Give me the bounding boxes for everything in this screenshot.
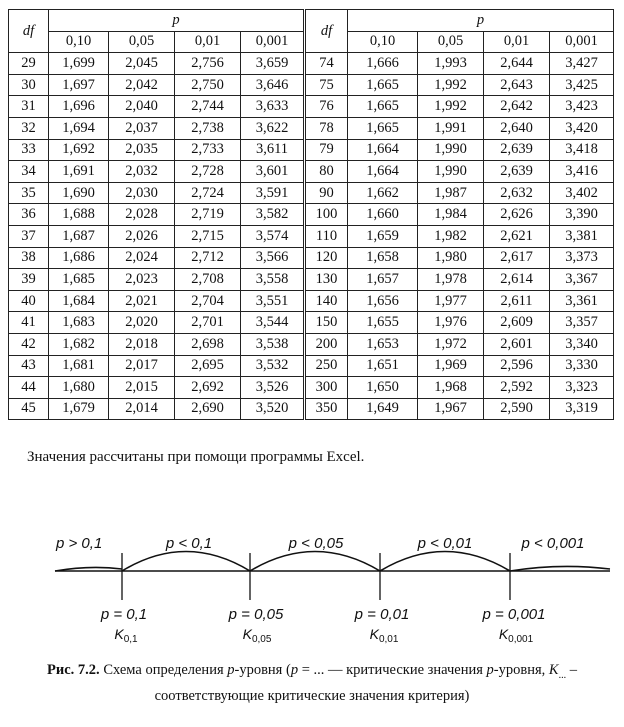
- df-cell: 200: [305, 333, 348, 355]
- p-level-header: 0,001: [241, 31, 305, 53]
- p-level-header: 0,10: [348, 31, 418, 53]
- value-cell: 1,665: [348, 117, 418, 139]
- df-cell: 350: [305, 398, 348, 420]
- value-cell: 3,330: [550, 355, 614, 377]
- table-row: [9, 117, 614, 139]
- p-level-header: 0,05: [109, 31, 175, 53]
- value-cell: 2,733: [175, 139, 241, 161]
- table-row: [9, 312, 614, 334]
- arc: [122, 552, 250, 572]
- critical-values-table: [8, 9, 614, 420]
- value-cell: 3,427: [550, 53, 614, 75]
- value-cell: 2,015: [109, 377, 175, 399]
- threshold-k-label: $K_{0,001}$: [498, 626, 534, 645]
- value-cell: 1,691: [49, 161, 109, 183]
- value-cell: 1,987: [418, 182, 484, 204]
- value-cell: 2,617: [484, 247, 550, 269]
- table-row: [9, 204, 614, 226]
- df-cell: 100: [305, 204, 348, 226]
- value-cell: 2,030: [109, 182, 175, 204]
- figure-caption: [0, 660, 624, 706]
- value-cell: 3,566: [241, 247, 305, 269]
- value-cell: 2,035: [109, 139, 175, 161]
- df-cell: 39: [9, 269, 49, 291]
- value-cell: 2,601: [484, 333, 550, 355]
- value-cell: 2,715: [175, 225, 241, 247]
- p-level-header: 0,01: [175, 31, 241, 53]
- threshold-p-label: p = 0,01: [354, 606, 410, 623]
- note: Значения рассчитаны при помощи программы Excel.: [27, 449, 365, 465]
- value-cell: 1,686: [49, 247, 109, 269]
- df-cell: 42: [9, 333, 49, 355]
- value-cell: 3,646: [241, 74, 305, 96]
- caption-text: -уровня (: [234, 662, 291, 678]
- caption-text: = ... — критические значения: [298, 662, 487, 678]
- caption-italic: p: [227, 662, 235, 678]
- value-cell: 1,655: [348, 312, 418, 334]
- df-cell: 40: [9, 290, 49, 312]
- value-cell: 2,719: [175, 204, 241, 226]
- df-cell: 37: [9, 225, 49, 247]
- value-cell: 1,992: [418, 96, 484, 118]
- threshold-k-label: $K_{0,1}$: [114, 626, 138, 645]
- value-cell: 2,042: [109, 74, 175, 96]
- zone-label: p < 0,01: [417, 535, 473, 552]
- value-cell: 3,532: [241, 355, 305, 377]
- table-row: [9, 74, 614, 96]
- table-body: [9, 53, 614, 420]
- value-cell: 1,656: [348, 290, 418, 312]
- value-cell: 1,650: [348, 377, 418, 399]
- table-row: [9, 53, 614, 75]
- df-cell: 38: [9, 247, 49, 269]
- value-cell: 2,590: [484, 398, 550, 420]
- value-cell: 1,696: [49, 96, 109, 118]
- value-cell: 2,026: [109, 225, 175, 247]
- value-cell: 1,658: [348, 247, 418, 269]
- header-row-p: [9, 10, 614, 32]
- p-header-right: p: [348, 10, 614, 32]
- value-cell: 2,708: [175, 269, 241, 291]
- p-level-header: 0,05: [418, 31, 484, 53]
- df-cell: 34: [9, 161, 49, 183]
- value-cell: 1,690: [49, 182, 109, 204]
- table-row: [9, 139, 614, 161]
- value-cell: 3,659: [241, 53, 305, 75]
- value-cell: 1,978: [418, 269, 484, 291]
- value-cell: 1,649: [348, 398, 418, 420]
- caption-line-2: соответствующие критические значения критерия): [154, 687, 470, 704]
- value-cell: 1,969: [418, 355, 484, 377]
- value-cell: 1,993: [418, 53, 484, 75]
- value-cell: 1,657: [348, 269, 418, 291]
- value-cell: 1,665: [348, 96, 418, 118]
- df-cell: 80: [305, 161, 348, 183]
- table-row: [9, 290, 614, 312]
- df-cell: 43: [9, 355, 49, 377]
- value-cell: 1,687: [49, 225, 109, 247]
- df-header-left: df: [9, 10, 49, 53]
- value-cell: 1,688: [49, 204, 109, 226]
- table-row: [9, 269, 614, 291]
- value-cell: 3,574: [241, 225, 305, 247]
- df-cell: 44: [9, 377, 49, 399]
- threshold-p-label: p = 0,1: [100, 606, 148, 623]
- value-cell: 3,319: [550, 398, 614, 420]
- p-header-left: p: [49, 10, 305, 32]
- value-cell: 1,653: [348, 333, 418, 355]
- p-level-header: 0,01: [484, 31, 550, 53]
- value-cell: 1,683: [49, 312, 109, 334]
- value-cell: 3,418: [550, 139, 614, 161]
- value-cell: 2,614: [484, 269, 550, 291]
- p-level-header: 0,001: [550, 31, 614, 53]
- df-cell: 140: [305, 290, 348, 312]
- zone-label: p > 0,1: [56, 535, 103, 552]
- value-cell: 1,665: [348, 74, 418, 96]
- value-cell: 2,014: [109, 398, 175, 420]
- zone-label: p < 0,05: [288, 535, 344, 552]
- value-cell: 1,697: [49, 74, 109, 96]
- value-cell: 1,684: [49, 290, 109, 312]
- caption-italic: K: [548, 662, 559, 678]
- df-cell: 150: [305, 312, 348, 334]
- df-cell: 31: [9, 96, 49, 118]
- value-cell: 1,980: [418, 247, 484, 269]
- df-cell: 78: [305, 117, 348, 139]
- value-cell: 2,045: [109, 53, 175, 75]
- value-cell: 3,357: [550, 312, 614, 334]
- arc: [250, 552, 380, 572]
- value-cell: 1,977: [418, 290, 484, 312]
- df-cell: 35: [9, 182, 49, 204]
- value-cell: 1,659: [348, 225, 418, 247]
- value-cell: 3,622: [241, 117, 305, 139]
- caption-italic: p: [486, 662, 494, 678]
- value-cell: 2,639: [484, 161, 550, 183]
- caption-italic: p: [290, 662, 299, 678]
- value-cell: 3,390: [550, 204, 614, 226]
- p-level-scheme-diagram: [0, 520, 624, 660]
- value-cell: 2,032: [109, 161, 175, 183]
- table-row: [9, 161, 614, 183]
- value-cell: 1,699: [49, 53, 109, 75]
- value-cell: 2,023: [109, 269, 175, 291]
- zone-label: p < 0,1: [165, 535, 213, 552]
- value-cell: 2,698: [175, 333, 241, 355]
- table-row: [9, 96, 614, 118]
- df-cell: 90: [305, 182, 348, 204]
- value-cell: 3,544: [241, 312, 305, 334]
- df-cell: 76: [305, 96, 348, 118]
- value-cell: 2,644: [484, 53, 550, 75]
- df-cell: 110: [305, 225, 348, 247]
- value-cell: 2,018: [109, 333, 175, 355]
- caption-text: –: [566, 662, 577, 678]
- value-cell: 2,639: [484, 139, 550, 161]
- caption-line-1: [0, 660, 624, 686]
- value-cell: 3,323: [550, 377, 614, 399]
- value-cell: 3,373: [550, 247, 614, 269]
- value-cell: 1,694: [49, 117, 109, 139]
- table-row: [9, 398, 614, 420]
- df-cell: 250: [305, 355, 348, 377]
- df-cell: 120: [305, 247, 348, 269]
- value-cell: 3,526: [241, 377, 305, 399]
- value-cell: 2,632: [484, 182, 550, 204]
- df-cell: 29: [9, 53, 49, 75]
- df-cell: 45: [9, 398, 49, 420]
- value-cell: 2,028: [109, 204, 175, 226]
- value-cell: 3,420: [550, 117, 614, 139]
- value-cell: 2,037: [109, 117, 175, 139]
- value-cell: 1,685: [49, 269, 109, 291]
- figure-number: Рис. 7.2.: [47, 662, 100, 678]
- value-cell: 2,738: [175, 117, 241, 139]
- threshold-k-label: $K_{0,05}$: [242, 626, 272, 645]
- table-row: [9, 333, 614, 355]
- value-cell: 2,024: [109, 247, 175, 269]
- value-cell: 3,340: [550, 333, 614, 355]
- value-cell: 1,680: [49, 377, 109, 399]
- df-cell: 33: [9, 139, 49, 161]
- value-cell: 3,591: [241, 182, 305, 204]
- table-row: [9, 225, 614, 247]
- value-cell: 2,592: [484, 377, 550, 399]
- caption-text: Схема определения: [99, 662, 228, 678]
- value-cell: 1,967: [418, 398, 484, 420]
- value-cell: 2,695: [175, 355, 241, 377]
- value-cell: 1,990: [418, 161, 484, 183]
- value-cell: 1,968: [418, 377, 484, 399]
- value-cell: 3,601: [241, 161, 305, 183]
- value-cell: 1,682: [49, 333, 109, 355]
- value-cell: 2,640: [484, 117, 550, 139]
- value-cell: 3,381: [550, 225, 614, 247]
- df-cell: 41: [9, 312, 49, 334]
- value-cell: 1,651: [348, 355, 418, 377]
- value-cell: 3,425: [550, 74, 614, 96]
- df-header-right: df: [305, 10, 348, 53]
- value-cell: 2,040: [109, 96, 175, 118]
- value-cell: 2,611: [484, 290, 550, 312]
- caption-text: -уровня,: [493, 662, 549, 678]
- value-cell: 3,416: [550, 161, 614, 183]
- value-cell: 2,712: [175, 247, 241, 269]
- value-cell: 1,990: [418, 139, 484, 161]
- df-cell: 300: [305, 377, 348, 399]
- value-cell: 1,664: [348, 139, 418, 161]
- threshold-p-label: p = 0,001: [482, 606, 546, 623]
- value-cell: 2,704: [175, 290, 241, 312]
- value-cell: 2,609: [484, 312, 550, 334]
- value-cell: 3,367: [550, 269, 614, 291]
- value-cell: 2,643: [484, 74, 550, 96]
- value-cell: 2,621: [484, 225, 550, 247]
- value-cell: 2,017: [109, 355, 175, 377]
- value-cell: 1,976: [418, 312, 484, 334]
- value-cell: 3,423: [550, 96, 614, 118]
- caption-subscript: ...: [558, 669, 567, 681]
- df-cell: 30: [9, 74, 49, 96]
- value-cell: 3,582: [241, 204, 305, 226]
- threshold-k-label: $K_{0,01}$: [369, 626, 399, 645]
- value-cell: 1,664: [348, 161, 418, 183]
- value-cell: 1,991: [418, 117, 484, 139]
- value-cell: 3,402: [550, 182, 614, 204]
- value-cell: 3,611: [241, 139, 305, 161]
- value-cell: 1,662: [348, 182, 418, 204]
- value-cell: 1,992: [418, 74, 484, 96]
- table-row: [9, 247, 614, 269]
- value-cell: 2,626: [484, 204, 550, 226]
- table-row: [9, 182, 614, 204]
- value-cell: 2,596: [484, 355, 550, 377]
- df-cell: 36: [9, 204, 49, 226]
- value-cell: 2,750: [175, 74, 241, 96]
- threshold-p-label: p = 0,05: [228, 606, 284, 623]
- value-cell: 2,690: [175, 398, 241, 420]
- value-cell: 2,692: [175, 377, 241, 399]
- value-cell: 1,681: [49, 355, 109, 377]
- value-cell: 1,679: [49, 398, 109, 420]
- value-cell: 1,660: [348, 204, 418, 226]
- df-cell: 79: [305, 139, 348, 161]
- value-cell: 1,972: [418, 333, 484, 355]
- value-cell: 2,724: [175, 182, 241, 204]
- value-cell: 2,021: [109, 290, 175, 312]
- value-cell: 2,728: [175, 161, 241, 183]
- value-cell: 2,756: [175, 53, 241, 75]
- value-cell: 2,020: [109, 312, 175, 334]
- value-cell: 3,558: [241, 269, 305, 291]
- zone-label: p < 0,001: [521, 535, 585, 552]
- value-cell: 3,633: [241, 96, 305, 118]
- value-cell: 3,361: [550, 290, 614, 312]
- value-cell: 1,982: [418, 225, 484, 247]
- df-cell: 130: [305, 269, 348, 291]
- value-cell: 2,744: [175, 96, 241, 118]
- p-level-header: 0,10: [49, 31, 109, 53]
- value-cell: 2,701: [175, 312, 241, 334]
- value-cell: 1,692: [49, 139, 109, 161]
- df-cell: 32: [9, 117, 49, 139]
- value-cell: 3,520: [241, 398, 305, 420]
- df-cell: 74: [305, 53, 348, 75]
- value-cell: 1,984: [418, 204, 484, 226]
- value-cell: 3,538: [241, 333, 305, 355]
- value-cell: 1,666: [348, 53, 418, 75]
- value-cell: 3,551: [241, 290, 305, 312]
- arc: [380, 552, 510, 572]
- table-row: [9, 355, 614, 377]
- value-cell: 2,642: [484, 96, 550, 118]
- df-cell: 75: [305, 74, 348, 96]
- table-row: [9, 377, 614, 399]
